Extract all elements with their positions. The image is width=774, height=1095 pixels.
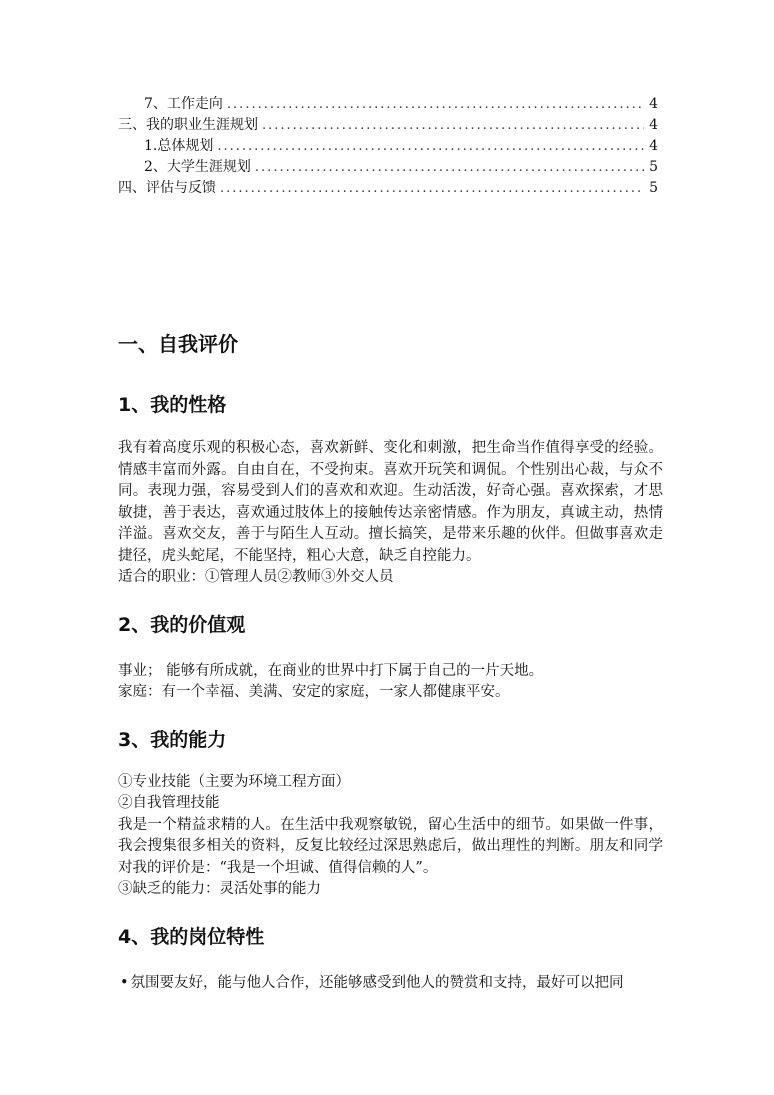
toc-leader-dots xyxy=(227,94,644,115)
toc-entry-page: 5 xyxy=(649,180,658,196)
ability-item-lacking: ③缺乏的能力：灵活处事的能力 xyxy=(118,881,321,897)
values-career: 事业； 能够有所成就，在商业的世界中打下属于自己的一片天地。 xyxy=(118,662,544,679)
toc-entry-page: 5 xyxy=(649,159,658,175)
toc-entry-label: 三、我的职业生涯规划 xyxy=(118,117,258,133)
toc-entry-label: 7、工作走向 xyxy=(144,96,223,112)
toc-entry-page: 4 xyxy=(649,96,658,112)
toc-leader-dots xyxy=(217,136,644,157)
toc-entry-label: 1.总体规划 xyxy=(144,138,214,154)
personality-paragraph: 我有着高度乐观的积极心态，喜欢新鲜、变化和刺激，把生命当作值得享受的经验。情感丰富而外露。自由自在，不受拘束。喜欢开玩笑和调侃。个性别出心裁，与众不同。表现力强，容易受到人们的喜欢和欢迎。生动活泼，好奇心强。喜欢探索，才思敏捷，善于表达，喜欢通过肢体上的接触传达亲密情感。作为朋友，真诚主动，热情洋溢。喜欢交友，善于与陌生人互动。擅长搞笑，是带来乐趣的伙伴。但做事喜欢走捷径，虎头蛇尾，不能坚持，粗心大意，缺乏自控能力。 xyxy=(118,440,663,564)
ability-paragraph: 我是一个精益求精的人。在生活中我观察敏锐，留心生活中的细节。如果做一件事，我会搜集很多相关的资料，反复比较经过深思熟虑后，做出理性的判断。朋友和同学对我的评价是：“我是一个坦诚、值得信赖的人”。 xyxy=(118,816,663,876)
toc-leader-dots xyxy=(262,115,644,136)
toc-entry-college-plan[interactable] xyxy=(118,157,658,178)
toc-entry-label: 四、评估与反馈 xyxy=(118,180,216,196)
toc-leader-dots xyxy=(220,178,644,199)
document-body xyxy=(118,324,663,994)
toc-entry-overall-plan[interactable] xyxy=(118,136,658,157)
suitable-jobs: 适合的职业：①管理人员②教师③外交人员 xyxy=(118,569,394,585)
toc-entry-page: 4 xyxy=(649,138,658,154)
toc-entry-label: 2、大学生涯规划 xyxy=(144,159,251,175)
values-family: 家庭：有一个幸福、美满、安定的家庭，一家人都健康平安。 xyxy=(118,684,510,700)
toc-entry-page: 4 xyxy=(649,117,658,133)
toc-entry-work-direction[interactable] xyxy=(118,94,658,115)
personality-heading: 1、我的性格 xyxy=(118,394,227,416)
post-bullet: • 氛围要友好，能与他人合作，还能够感受到他人的赞赏和支持，最好可以把同 xyxy=(118,973,663,995)
values-heading: 2、我的价值观 xyxy=(118,613,246,636)
ability-heading: 3、我的能力 xyxy=(118,728,227,751)
ability-item-professional: ①专业技能（主要为环境工程方面） xyxy=(118,773,350,790)
toc-entry-evaluation[interactable] xyxy=(118,178,658,199)
ability-item-self-management: ②自我管理技能 xyxy=(118,795,220,811)
toc-leader-dots xyxy=(255,157,644,178)
toc-entry-career-plan[interactable] xyxy=(118,115,658,136)
table-of-contents xyxy=(118,94,658,199)
post-heading: 4、我的岗位特性 xyxy=(118,925,265,948)
section-title: 一、自我评价 xyxy=(118,332,238,356)
